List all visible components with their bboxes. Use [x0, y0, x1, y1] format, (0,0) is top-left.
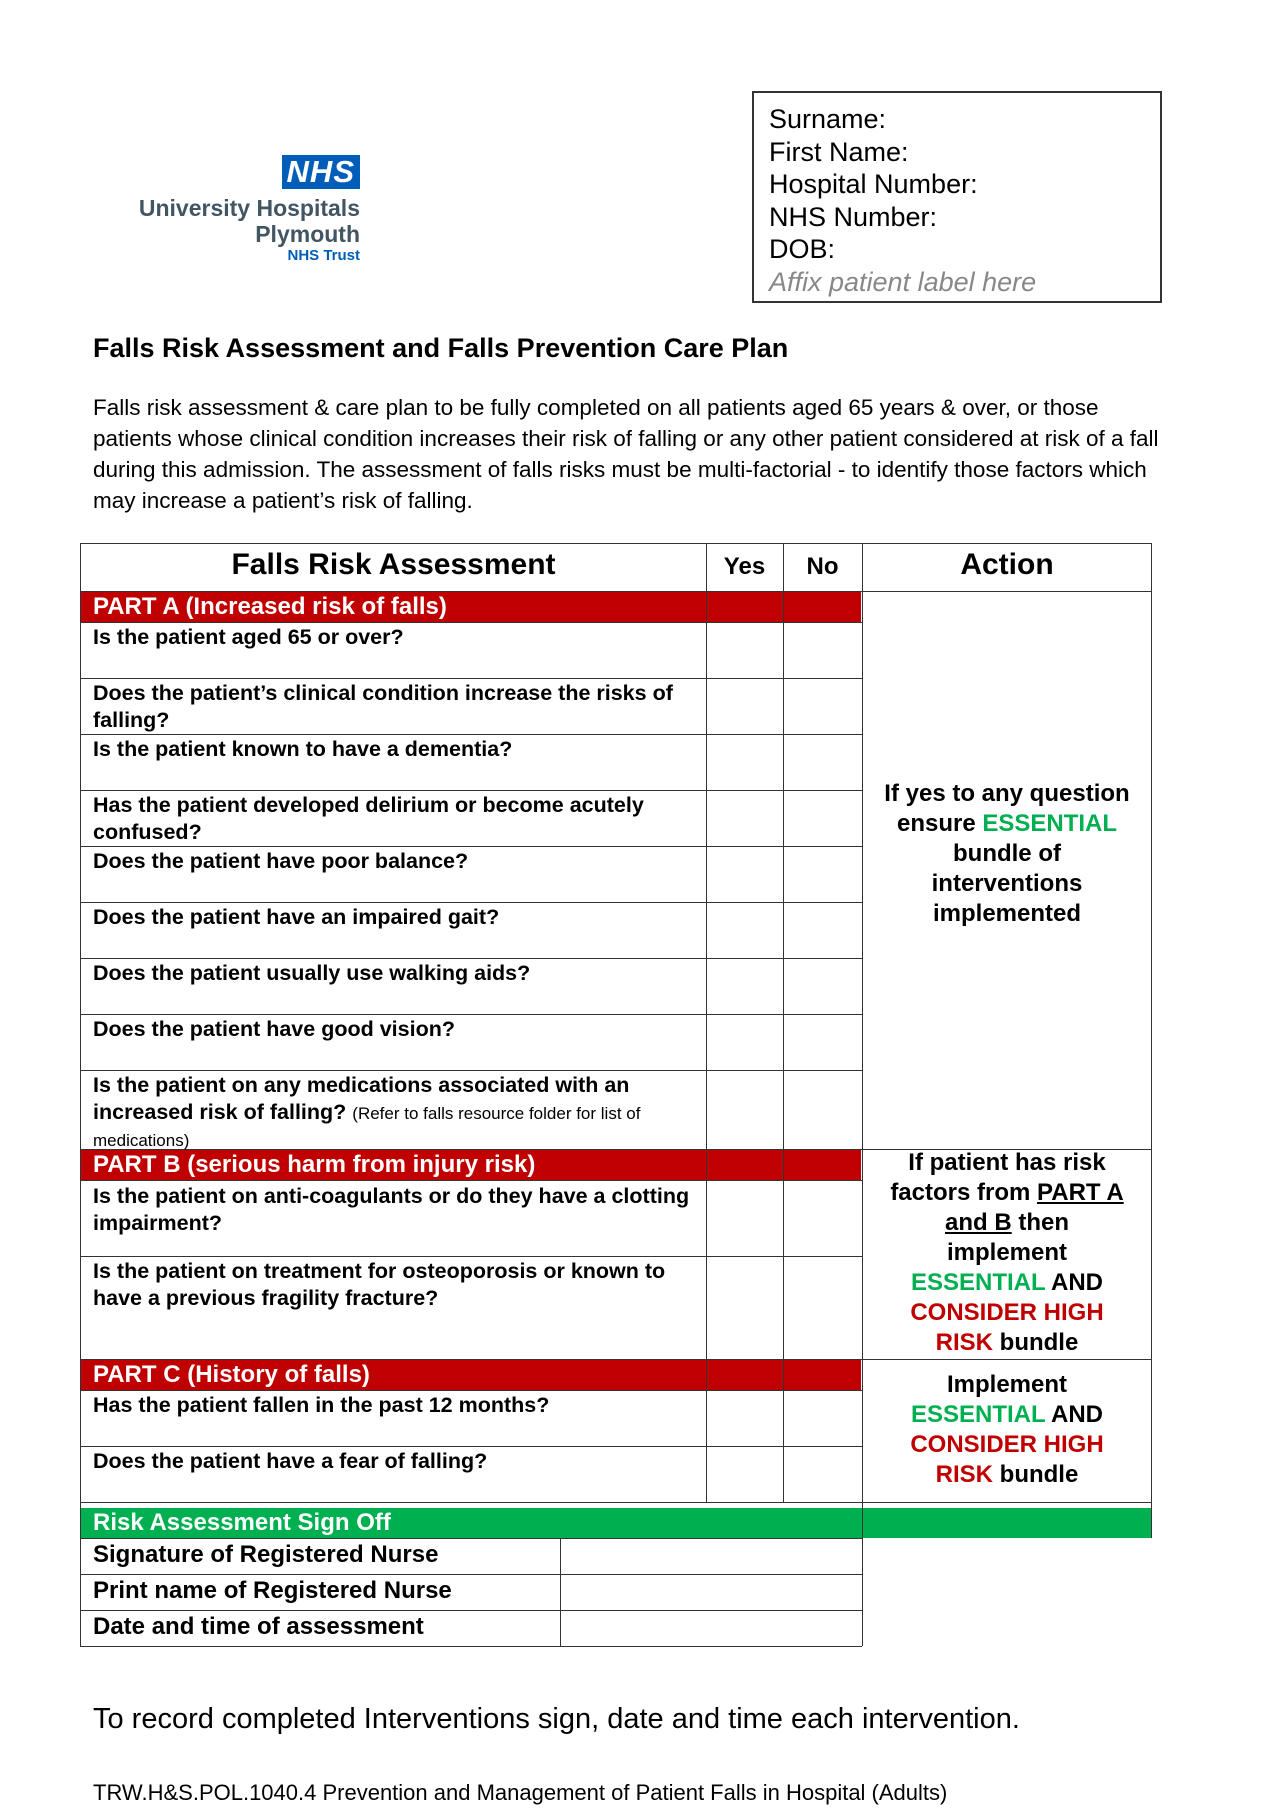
nhs-badge: NHS: [282, 155, 360, 189]
no-checkbox-q6[interactable]: [784, 903, 862, 958]
no-checkbox-b1[interactable]: [784, 1181, 862, 1256]
question-anticoagulants: Is the patient on anti-coagulants or do they have a clotting impairment?: [93, 1184, 690, 1235]
header-no: No: [806, 553, 839, 580]
print-name-field[interactable]: [561, 1575, 861, 1610]
yes-checkbox-q3[interactable]: [707, 735, 783, 790]
part-b-action: [862, 1148, 1152, 1358]
signature-label: Signature of Registered Nurse: [93, 1541, 439, 1568]
grid-line: [80, 1646, 862, 1647]
no-checkbox-q3[interactable]: [784, 735, 862, 790]
header-action: Action: [960, 548, 1054, 581]
part-a-action-line: If yes to any question: [884, 780, 1130, 807]
part-c-action: [862, 1370, 1152, 1490]
yes-checkbox-c2[interactable]: [707, 1447, 783, 1502]
yes-checkbox-q4[interactable]: [707, 791, 783, 846]
yes-checkbox-c1[interactable]: [707, 1391, 783, 1446]
part-b-action-line: [862, 1268, 1152, 1298]
part-a-title: PART A (Increased risk of falls): [93, 593, 447, 620]
hospital-number-label: Hospital Number:: [769, 169, 978, 199]
part-b-action-line: [862, 1208, 1152, 1238]
logo-line-1: University Hospitals: [138, 195, 360, 221]
print-name-label: Print name of Registered Nurse: [93, 1577, 452, 1604]
essential-label: ESSENTIAL: [982, 810, 1118, 837]
yes-checkbox-b1[interactable]: [707, 1181, 783, 1256]
part-b-ref: and B: [945, 1209, 1012, 1236]
question-walking-aids: Does the patient usually use walking aids?: [93, 961, 531, 985]
no-checkbox-q4[interactable]: [784, 791, 862, 846]
part-b-action-text: bundle: [993, 1329, 1079, 1356]
risk-label: RISK: [935, 1329, 993, 1356]
no-checkbox-c1[interactable]: [784, 1391, 862, 1446]
yes-checkbox-b2[interactable]: [707, 1257, 783, 1359]
no-checkbox-q1[interactable]: [784, 623, 862, 678]
intro-paragraph: Falls risk assessment & care plan to be fully completed on all patients aged 65 years & over, or those patients whose clinical condition increases their risk of falling or any other patient considered at risk of a fall during this admission. The assessment of falls risks must be multi-factorial - to identify those factors which may increase a patient’s risk of falling.: [93, 395, 1159, 513]
question-aged-65: Is the patient aged 65 or over?: [93, 625, 404, 649]
nhs-number-label: NHS Number:: [769, 201, 938, 232]
question-clinical-condition: Does the patient’s clinical condition increase the risks of falling?: [93, 681, 673, 732]
risk-label: RISK: [935, 1461, 993, 1488]
part-c-title: PART C (History of falls): [93, 1361, 370, 1388]
no-checkbox-q9[interactable]: [784, 1071, 862, 1149]
date-time-label: Date and time of assessment: [93, 1613, 424, 1640]
part-c-action-text: bundle: [993, 1461, 1079, 1488]
grid-line: [80, 1502, 1152, 1503]
part-b-action-text: AND: [1045, 1269, 1104, 1296]
page-title: Falls Risk Assessment and Falls Prevention Care Plan: [93, 333, 789, 363]
question-fallen-12-months: Has the patient fallen in the past 12 months?: [93, 1393, 550, 1417]
sign-off-title: Risk Assessment Sign Off: [93, 1509, 391, 1536]
no-checkbox-q8[interactable]: [784, 1015, 862, 1070]
record-note: To record completed Interventions sign, date and time each intervention.: [93, 1703, 1020, 1735]
grid-line: [80, 591, 1152, 592]
nhs-logo: [80, 155, 360, 265]
part-b-action-line: [862, 1178, 1152, 1208]
footer-reference: TRW.H&S.POL.1040.4 Prevention and Management of Patient Falls in Hospital (Adults): [93, 1780, 948, 1805]
essential-label: ESSENTIAL: [910, 1401, 1046, 1428]
dob-label: DOB:: [769, 234, 836, 264]
question-dementia: Is the patient known to have a dementia?: [93, 737, 513, 761]
question-medications-note: (Refer to falls resource folder for list of medications): [93, 1104, 641, 1150]
part-b-action-line: implement: [946, 1239, 1068, 1266]
patient-label-box: [752, 91, 1162, 303]
no-checkbox-q5[interactable]: [784, 847, 862, 902]
yes-checkbox-q5[interactable]: [707, 847, 783, 902]
part-a-ref: PART A: [1037, 1179, 1124, 1206]
question-delirium: Has the patient developed delirium or become acutely confused?: [93, 793, 644, 844]
consider-high-label: CONSIDER HIGH: [910, 1431, 1104, 1458]
part-c-action-line: [862, 1460, 1152, 1490]
question-poor-balance: Does the patient have poor balance?: [93, 849, 469, 873]
yes-checkbox-q1[interactable]: [707, 623, 783, 678]
no-checkbox-q7[interactable]: [784, 959, 862, 1014]
question-good-vision: Does the patient have good vision?: [93, 1017, 455, 1041]
question-fear-of-falling: Does the patient have a fear of falling?: [93, 1449, 488, 1473]
part-b-action-line: If patient has risk: [908, 1149, 1106, 1176]
signature-field[interactable]: [561, 1539, 861, 1574]
part-a-action-line: interventions: [931, 870, 1083, 897]
question-osteoporosis: Is the patient on treatment for osteoporosis or known to have a previous fragility fracture?: [93, 1259, 666, 1310]
yes-checkbox-q9[interactable]: [707, 1071, 783, 1149]
yes-checkbox-q7[interactable]: [707, 959, 783, 1014]
part-a-action: [862, 779, 1152, 929]
essential-label: ESSENTIAL: [910, 1269, 1046, 1296]
part-a-action-line: [862, 809, 1152, 839]
part-a-action-line: bundle of: [953, 840, 1061, 867]
part-c-action-line: Implement: [946, 1371, 1068, 1398]
no-checkbox-q2[interactable]: [784, 679, 862, 734]
yes-checkbox-q2[interactable]: [707, 679, 783, 734]
question-impaired-gait: Does the patient have an impaired gait?: [93, 905, 500, 929]
consider-high-label: CONSIDER HIGH: [910, 1299, 1104, 1326]
logo-line-2: Plymouth: [255, 221, 360, 247]
yes-checkbox-q8[interactable]: [707, 1015, 783, 1070]
part-b-action-line: [862, 1328, 1152, 1358]
part-a-action-line: implemented: [932, 900, 1082, 927]
grid-line: [80, 543, 1152, 544]
first-name-label: First Name:: [769, 136, 909, 167]
no-checkbox-c2[interactable]: [784, 1447, 862, 1502]
logo-line-3: NHS Trust: [287, 247, 360, 264]
part-b-action-text: then: [1011, 1209, 1069, 1236]
question-medications: [93, 1072, 698, 1153]
header-assessment: Falls Risk Assessment: [231, 548, 556, 581]
part-b-title: PART B (serious harm from injury risk): [93, 1151, 536, 1178]
question-medications-text: Is the patient on any medications associated with an increased risk of falling?: [93, 1073, 630, 1124]
yes-checkbox-q6[interactable]: [707, 903, 783, 958]
part-c-action-line: [862, 1400, 1152, 1430]
no-checkbox-b2[interactable]: [784, 1257, 862, 1359]
part-a-action-text: ensure: [896, 810, 983, 837]
surname-label: Surname:: [769, 104, 887, 134]
grid-line: [80, 1359, 1152, 1360]
date-time-field[interactable]: [561, 1611, 861, 1646]
affix-label-hint: Affix patient label here: [769, 266, 1037, 297]
part-b-action-text: factors from: [890, 1179, 1038, 1206]
part-c-action-text: AND: [1045, 1401, 1104, 1428]
header-yes: Yes: [723, 553, 766, 580]
grid-line: [80, 543, 81, 1646]
